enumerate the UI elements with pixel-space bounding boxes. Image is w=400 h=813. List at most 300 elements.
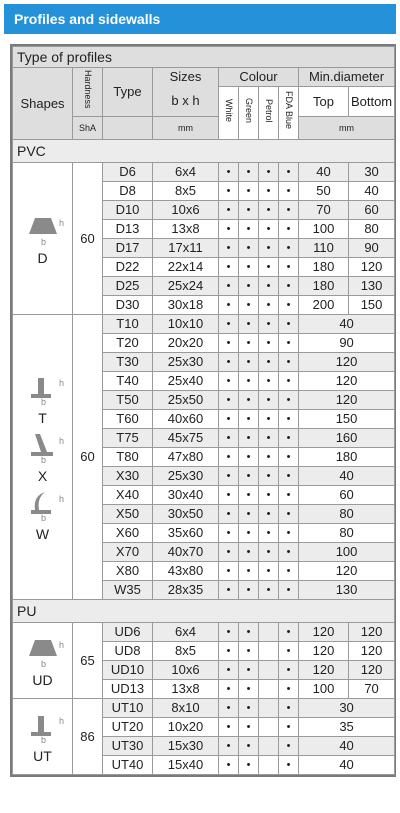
colour-dot-cell: • bbox=[239, 277, 259, 296]
type-cell: T30 bbox=[103, 353, 153, 372]
bottom-diameter-cell: 130 bbox=[349, 277, 395, 296]
colour-dot-cell: • bbox=[259, 315, 279, 334]
table-row bbox=[13, 699, 395, 718]
colour-dot-cell: • bbox=[279, 581, 299, 600]
size-cell: 10x20 bbox=[153, 718, 219, 737]
diameter-cell: 90 bbox=[299, 334, 395, 353]
profiles-table bbox=[12, 46, 395, 775]
colour-dot-cell: • bbox=[219, 661, 239, 680]
top-diameter-cell: 180 bbox=[299, 258, 349, 277]
header-sizes: Sizes bbox=[153, 68, 219, 87]
colour-dot-cell: • bbox=[239, 467, 259, 486]
size-cell: 10x6 bbox=[153, 201, 219, 220]
diameter-cell: 80 bbox=[299, 524, 395, 543]
colour-dot-cell: • bbox=[219, 277, 239, 296]
colour-dot-cell: • bbox=[239, 699, 259, 718]
colour-dot-cell: • bbox=[279, 661, 299, 680]
bottom-diameter-cell: 60 bbox=[349, 201, 395, 220]
colour-dot-cell: • bbox=[259, 391, 279, 410]
table-row bbox=[13, 140, 395, 163]
type-cell: D6 bbox=[103, 163, 153, 182]
size-cell: 25x30 bbox=[153, 467, 219, 486]
bottom-diameter-cell: 120 bbox=[349, 661, 395, 680]
colour-dot-cell: • bbox=[279, 410, 299, 429]
colour-dot-cell: • bbox=[259, 448, 279, 467]
type-cell: T10 bbox=[103, 315, 153, 334]
table-title: Type of profiles bbox=[13, 47, 395, 68]
size-cell: 10x6 bbox=[153, 661, 219, 680]
type-cell: UT40 bbox=[103, 756, 153, 775]
header-type-unit bbox=[103, 117, 153, 140]
type-cell: D25 bbox=[103, 277, 153, 296]
colour-dot-cell: • bbox=[219, 372, 239, 391]
shape-block bbox=[13, 430, 72, 484]
banner-title: Profiles and sidewalls bbox=[14, 11, 161, 27]
colour-dot-cell: • bbox=[259, 334, 279, 353]
colour-dot-cell: • bbox=[259, 524, 279, 543]
colour-dot-cell: • bbox=[279, 334, 299, 353]
header-sizes-unit: mm bbox=[153, 117, 219, 140]
top-diameter-cell: 100 bbox=[299, 680, 349, 699]
diameter-cell: 120 bbox=[299, 353, 395, 372]
type-cell: X30 bbox=[103, 467, 153, 486]
colour-dot-cell: • bbox=[239, 163, 259, 182]
dim-b-label: b bbox=[40, 236, 46, 246]
colour-dot-cell: • bbox=[219, 623, 239, 642]
type-cell: UD8 bbox=[103, 642, 153, 661]
diameter-cell: 120 bbox=[299, 372, 395, 391]
colour-dot-cell: • bbox=[239, 680, 259, 699]
colour-dot-cell bbox=[259, 642, 279, 661]
bottom-diameter-cell: 40 bbox=[349, 182, 395, 201]
diameter-cell: 160 bbox=[299, 429, 395, 448]
colour-dot-cell: • bbox=[219, 699, 239, 718]
colour-dot-cell: • bbox=[279, 680, 299, 699]
dim-h-label: h bbox=[58, 715, 64, 726]
type-cell: D17 bbox=[103, 239, 153, 258]
colour-dot-cell: • bbox=[239, 524, 259, 543]
X-profile-icon bbox=[21, 430, 65, 464]
colour-dot-cell bbox=[259, 680, 279, 699]
top-diameter-cell: 110 bbox=[299, 239, 349, 258]
top-diameter-cell: 40 bbox=[299, 163, 349, 182]
colour-dot-cell: • bbox=[279, 220, 299, 239]
T-profile-icon bbox=[21, 710, 65, 744]
diameter-cell: 35 bbox=[299, 718, 395, 737]
colour-dot-cell: • bbox=[279, 543, 299, 562]
W-profile-icon bbox=[21, 488, 65, 522]
colour-dot-cell: • bbox=[259, 277, 279, 296]
header-colour-0 bbox=[219, 87, 239, 140]
hardness-value: 65 bbox=[73, 623, 103, 699]
header-hardness-unit: ShA bbox=[73, 117, 103, 140]
colour-dot-cell: • bbox=[219, 467, 239, 486]
colour-dot-cell: • bbox=[279, 315, 299, 334]
colour-dot-cell: • bbox=[219, 258, 239, 277]
colour-dot-cell: • bbox=[259, 429, 279, 448]
size-cell: 30x40 bbox=[153, 486, 219, 505]
colour-dot-cell: • bbox=[259, 239, 279, 258]
bottom-diameter-cell: 90 bbox=[349, 239, 395, 258]
colour-dot-cell: • bbox=[259, 467, 279, 486]
shape-cell bbox=[13, 623, 73, 699]
header-type: Type bbox=[103, 68, 153, 117]
shape-label: UD bbox=[32, 671, 53, 688]
colour-dot-cell: • bbox=[219, 239, 239, 258]
dim-b-label: b bbox=[40, 658, 46, 668]
size-cell: 15x40 bbox=[153, 756, 219, 775]
colour-dot-cell: • bbox=[279, 505, 299, 524]
colour-dot-cell: • bbox=[239, 429, 259, 448]
colour-dot-cell: • bbox=[259, 353, 279, 372]
colour-dot-cell: • bbox=[239, 258, 259, 277]
type-cell: D13 bbox=[103, 220, 153, 239]
type-cell: D10 bbox=[103, 201, 153, 220]
colour-dot-cell: • bbox=[219, 448, 239, 467]
type-cell: UT20 bbox=[103, 718, 153, 737]
type-cell: T50 bbox=[103, 391, 153, 410]
colour-dot-cell: • bbox=[279, 372, 299, 391]
colour-dot-cell: • bbox=[279, 486, 299, 505]
dim-b-label: b bbox=[40, 455, 46, 464]
diameter-cell: 40 bbox=[299, 756, 395, 775]
colour-dot-cell: • bbox=[239, 315, 259, 334]
type-cell: T75 bbox=[103, 429, 153, 448]
colour-dot-cell: • bbox=[219, 562, 239, 581]
header-min-diameter: Min.diameter bbox=[299, 68, 395, 87]
colour-dot-cell: • bbox=[239, 623, 259, 642]
size-cell: 30x50 bbox=[153, 505, 219, 524]
size-cell: 35x60 bbox=[153, 524, 219, 543]
diameter-cell: 80 bbox=[299, 505, 395, 524]
colour-dot-cell: • bbox=[219, 182, 239, 201]
shape-cell bbox=[13, 163, 73, 315]
colour-dot-cell: • bbox=[239, 391, 259, 410]
dim-h-label: h bbox=[58, 436, 64, 446]
colour-dot-cell: • bbox=[239, 334, 259, 353]
colour-dot-cell: • bbox=[279, 277, 299, 296]
type-cell: T40 bbox=[103, 372, 153, 391]
colour-dot-cell: • bbox=[279, 699, 299, 718]
diameter-cell: 100 bbox=[299, 543, 395, 562]
type-cell: UT10 bbox=[103, 699, 153, 718]
diameter-cell: 150 bbox=[299, 410, 395, 429]
colour-name: Green bbox=[244, 97, 254, 123]
colour-dot-cell: • bbox=[279, 258, 299, 277]
size-cell: 45x75 bbox=[153, 429, 219, 448]
colour-dot-cell: • bbox=[259, 220, 279, 239]
hardness-value: 86 bbox=[73, 699, 103, 775]
diameter-cell: 180 bbox=[299, 448, 395, 467]
colour-dot-cell: • bbox=[219, 581, 239, 600]
type-cell: D22 bbox=[103, 258, 153, 277]
colour-dot-cell: • bbox=[219, 756, 239, 775]
size-cell: 25x40 bbox=[153, 372, 219, 391]
colour-dot-cell: • bbox=[219, 718, 239, 737]
size-cell: 25x24 bbox=[153, 277, 219, 296]
shape-label: UT bbox=[33, 747, 52, 764]
T-profile-icon bbox=[21, 372, 65, 406]
top-diameter-cell: 120 bbox=[299, 623, 349, 642]
size-cell: 47x80 bbox=[153, 448, 219, 467]
colour-dot-cell: • bbox=[279, 182, 299, 201]
colour-dot-cell: • bbox=[239, 661, 259, 680]
colour-dot-cell: • bbox=[239, 220, 259, 239]
colour-dot-cell: • bbox=[239, 239, 259, 258]
colour-dot-cell: • bbox=[219, 353, 239, 372]
colour-dot-cell: • bbox=[279, 467, 299, 486]
size-cell: 15x30 bbox=[153, 737, 219, 756]
size-cell: 8x5 bbox=[153, 642, 219, 661]
table-row bbox=[13, 315, 395, 334]
colour-dot-cell: • bbox=[239, 581, 259, 600]
shape-label: X bbox=[37, 468, 48, 484]
colour-dot-cell: • bbox=[219, 429, 239, 448]
colour-dot-cell: • bbox=[239, 201, 259, 220]
type-cell: T80 bbox=[103, 448, 153, 467]
top-diameter-cell: 120 bbox=[299, 642, 349, 661]
header-hardness bbox=[73, 68, 103, 117]
colour-dot-cell: • bbox=[279, 524, 299, 543]
colour-dot-cell: • bbox=[259, 163, 279, 182]
hardness-value: 60 bbox=[73, 315, 103, 600]
dim-b-label: b bbox=[40, 513, 46, 522]
type-cell: UD6 bbox=[103, 623, 153, 642]
bottom-diameter-cell: 120 bbox=[349, 642, 395, 661]
section-banner bbox=[4, 4, 396, 34]
colour-dot-cell: • bbox=[279, 201, 299, 220]
diameter-cell: 30 bbox=[299, 699, 395, 718]
colour-dot-cell: • bbox=[279, 642, 299, 661]
shape-label: T bbox=[38, 410, 47, 426]
colour-dot-cell: • bbox=[279, 391, 299, 410]
header-colour-2 bbox=[259, 87, 279, 140]
colour-dot-cell: • bbox=[219, 486, 239, 505]
colour-dot-cell: • bbox=[259, 410, 279, 429]
colour-dot-cell bbox=[259, 718, 279, 737]
size-cell: 25x50 bbox=[153, 391, 219, 410]
diameter-cell: 120 bbox=[299, 562, 395, 581]
colour-dot-cell: • bbox=[239, 505, 259, 524]
header-colour: Colour bbox=[219, 68, 299, 87]
dim-h-label: h bbox=[58, 639, 64, 650]
type-cell: D30 bbox=[103, 296, 153, 315]
colour-name: Petrol bbox=[264, 98, 274, 123]
size-cell: 22x14 bbox=[153, 258, 219, 277]
size-cell: 6x4 bbox=[153, 163, 219, 182]
type-cell: X70 bbox=[103, 543, 153, 562]
size-cell: 6x4 bbox=[153, 623, 219, 642]
colour-dot-cell: • bbox=[239, 448, 259, 467]
size-cell: 17x11 bbox=[153, 239, 219, 258]
size-cell: 8x5 bbox=[153, 182, 219, 201]
hardness-label: Hardness bbox=[83, 70, 93, 109]
colour-dot-cell: • bbox=[239, 562, 259, 581]
colour-dot-cell: • bbox=[219, 524, 239, 543]
dim-b-label: b bbox=[40, 397, 46, 406]
colour-dot-cell: • bbox=[239, 718, 259, 737]
shape-block bbox=[13, 634, 72, 688]
bottom-diameter-cell: 120 bbox=[349, 258, 395, 277]
shape-label: D bbox=[37, 249, 48, 266]
trapezoid-profile-icon bbox=[21, 212, 65, 246]
size-cell: 8x10 bbox=[153, 699, 219, 718]
size-cell: 30x18 bbox=[153, 296, 219, 315]
top-diameter-cell: 200 bbox=[299, 296, 349, 315]
colour-dot-cell: • bbox=[279, 448, 299, 467]
header-shapes: Shapes bbox=[13, 68, 73, 140]
colour-dot-cell: • bbox=[279, 737, 299, 756]
shape-block bbox=[13, 710, 72, 764]
colour-dot-cell: • bbox=[219, 334, 239, 353]
colour-dot-cell: • bbox=[239, 543, 259, 562]
colour-dot-cell: • bbox=[279, 163, 299, 182]
colour-dot-cell: • bbox=[259, 182, 279, 201]
colour-dot-cell: • bbox=[219, 163, 239, 182]
type-cell: UD10 bbox=[103, 661, 153, 680]
colour-dot-cell: • bbox=[279, 353, 299, 372]
colour-dot-cell: • bbox=[259, 258, 279, 277]
shape-block bbox=[13, 212, 72, 266]
colour-dot-cell: • bbox=[239, 296, 259, 315]
header-colour-1 bbox=[239, 87, 259, 140]
colour-dot-cell: • bbox=[259, 486, 279, 505]
bottom-diameter-cell: 150 bbox=[349, 296, 395, 315]
colour-dot-cell: • bbox=[219, 410, 239, 429]
size-cell: 25x30 bbox=[153, 353, 219, 372]
section-header-pvc: PVC bbox=[13, 140, 395, 163]
colour-dot-cell bbox=[259, 756, 279, 775]
colour-dot-cell: • bbox=[259, 505, 279, 524]
colour-dot-cell: • bbox=[279, 756, 299, 775]
shape-block bbox=[13, 372, 72, 426]
colour-dot-cell: • bbox=[239, 182, 259, 201]
dim-b-label: b bbox=[40, 734, 46, 744]
colour-dot-cell: • bbox=[259, 543, 279, 562]
colour-dot-cell: • bbox=[239, 756, 259, 775]
type-cell: T60 bbox=[103, 410, 153, 429]
type-cell: X50 bbox=[103, 505, 153, 524]
shape-block bbox=[13, 488, 72, 542]
dim-h-label: h bbox=[58, 494, 64, 504]
colour-dot-cell: • bbox=[239, 737, 259, 756]
dim-h-label: h bbox=[58, 378, 64, 388]
header-top: Top bbox=[299, 87, 349, 117]
colour-dot-cell: • bbox=[239, 642, 259, 661]
size-cell: 40x70 bbox=[153, 543, 219, 562]
top-diameter-cell: 50 bbox=[299, 182, 349, 201]
bottom-diameter-cell: 80 bbox=[349, 220, 395, 239]
colour-dot-cell: • bbox=[239, 353, 259, 372]
diameter-cell: 60 bbox=[299, 486, 395, 505]
header-bottom: Bottom bbox=[349, 87, 395, 117]
colour-dot-cell: • bbox=[239, 410, 259, 429]
table-row bbox=[13, 163, 395, 182]
shape-label: W bbox=[35, 526, 50, 542]
top-diameter-cell: 70 bbox=[299, 201, 349, 220]
size-cell: 28x35 bbox=[153, 581, 219, 600]
size-cell: 43x80 bbox=[153, 562, 219, 581]
bottom-diameter-cell: 120 bbox=[349, 623, 395, 642]
colour-dot-cell: • bbox=[259, 562, 279, 581]
colour-dot-cell: • bbox=[259, 372, 279, 391]
section-header-pu: PU bbox=[13, 600, 395, 623]
size-cell: 20x20 bbox=[153, 334, 219, 353]
type-cell: UT30 bbox=[103, 737, 153, 756]
bottom-diameter-cell: 70 bbox=[349, 680, 395, 699]
size-cell: 13x8 bbox=[153, 220, 219, 239]
diameter-cell: 40 bbox=[299, 467, 395, 486]
diameter-cell: 40 bbox=[299, 737, 395, 756]
colour-dot-cell: • bbox=[279, 296, 299, 315]
colour-name: FDA Blue bbox=[284, 91, 294, 130]
colour-dot-cell: • bbox=[279, 623, 299, 642]
diameter-cell: 40 bbox=[299, 315, 395, 334]
colour-dot-cell bbox=[259, 661, 279, 680]
table-row bbox=[13, 623, 395, 642]
colour-dot-cell: • bbox=[219, 201, 239, 220]
profiles-table-frame bbox=[10, 44, 396, 777]
colour-dot-cell: • bbox=[219, 296, 239, 315]
size-cell: 40x60 bbox=[153, 410, 219, 429]
colour-dot-cell: • bbox=[219, 737, 239, 756]
type-cell: X60 bbox=[103, 524, 153, 543]
table-row bbox=[13, 600, 395, 623]
size-cell: 13x8 bbox=[153, 680, 219, 699]
colour-dot-cell: • bbox=[239, 372, 259, 391]
colour-dot-cell: • bbox=[279, 239, 299, 258]
hardness-value: 60 bbox=[73, 163, 103, 315]
type-cell: X80 bbox=[103, 562, 153, 581]
table-row bbox=[13, 47, 395, 68]
colour-dot-cell: • bbox=[279, 718, 299, 737]
top-diameter-cell: 100 bbox=[299, 220, 349, 239]
colour-name: White bbox=[224, 98, 234, 122]
diameter-cell: 130 bbox=[299, 581, 395, 600]
colour-dot-cell bbox=[259, 623, 279, 642]
bottom-diameter-cell: 30 bbox=[349, 163, 395, 182]
top-diameter-cell: 180 bbox=[299, 277, 349, 296]
shape-cell bbox=[13, 315, 73, 600]
colour-dot-cell: • bbox=[219, 543, 239, 562]
colour-dot-cell: • bbox=[219, 680, 239, 699]
colour-dot-cell: • bbox=[219, 391, 239, 410]
colour-dot-cell: • bbox=[219, 220, 239, 239]
colour-dot-cell: • bbox=[239, 486, 259, 505]
type-cell: X40 bbox=[103, 486, 153, 505]
header-colour-3 bbox=[279, 87, 299, 140]
colour-dot-cell bbox=[259, 699, 279, 718]
diameter-cell: 120 bbox=[299, 391, 395, 410]
colour-dot-cell: • bbox=[279, 562, 299, 581]
shape-cell bbox=[13, 699, 73, 775]
type-cell: W35 bbox=[103, 581, 153, 600]
colour-dot-cell: • bbox=[259, 201, 279, 220]
colour-dot-cell: • bbox=[259, 581, 279, 600]
colour-dot-cell: • bbox=[279, 429, 299, 448]
size-cell: 10x10 bbox=[153, 315, 219, 334]
header-diam-unit: mm bbox=[299, 117, 395, 140]
type-cell: UD13 bbox=[103, 680, 153, 699]
table-row bbox=[13, 68, 395, 87]
top-diameter-cell: 120 bbox=[299, 661, 349, 680]
dim-h-label: h bbox=[58, 217, 64, 228]
colour-dot-cell: • bbox=[219, 315, 239, 334]
type-cell: T20 bbox=[103, 334, 153, 353]
colour-dot-cell bbox=[259, 737, 279, 756]
colour-dot-cell: • bbox=[259, 296, 279, 315]
header-sizes-sub: b x h bbox=[153, 87, 219, 117]
